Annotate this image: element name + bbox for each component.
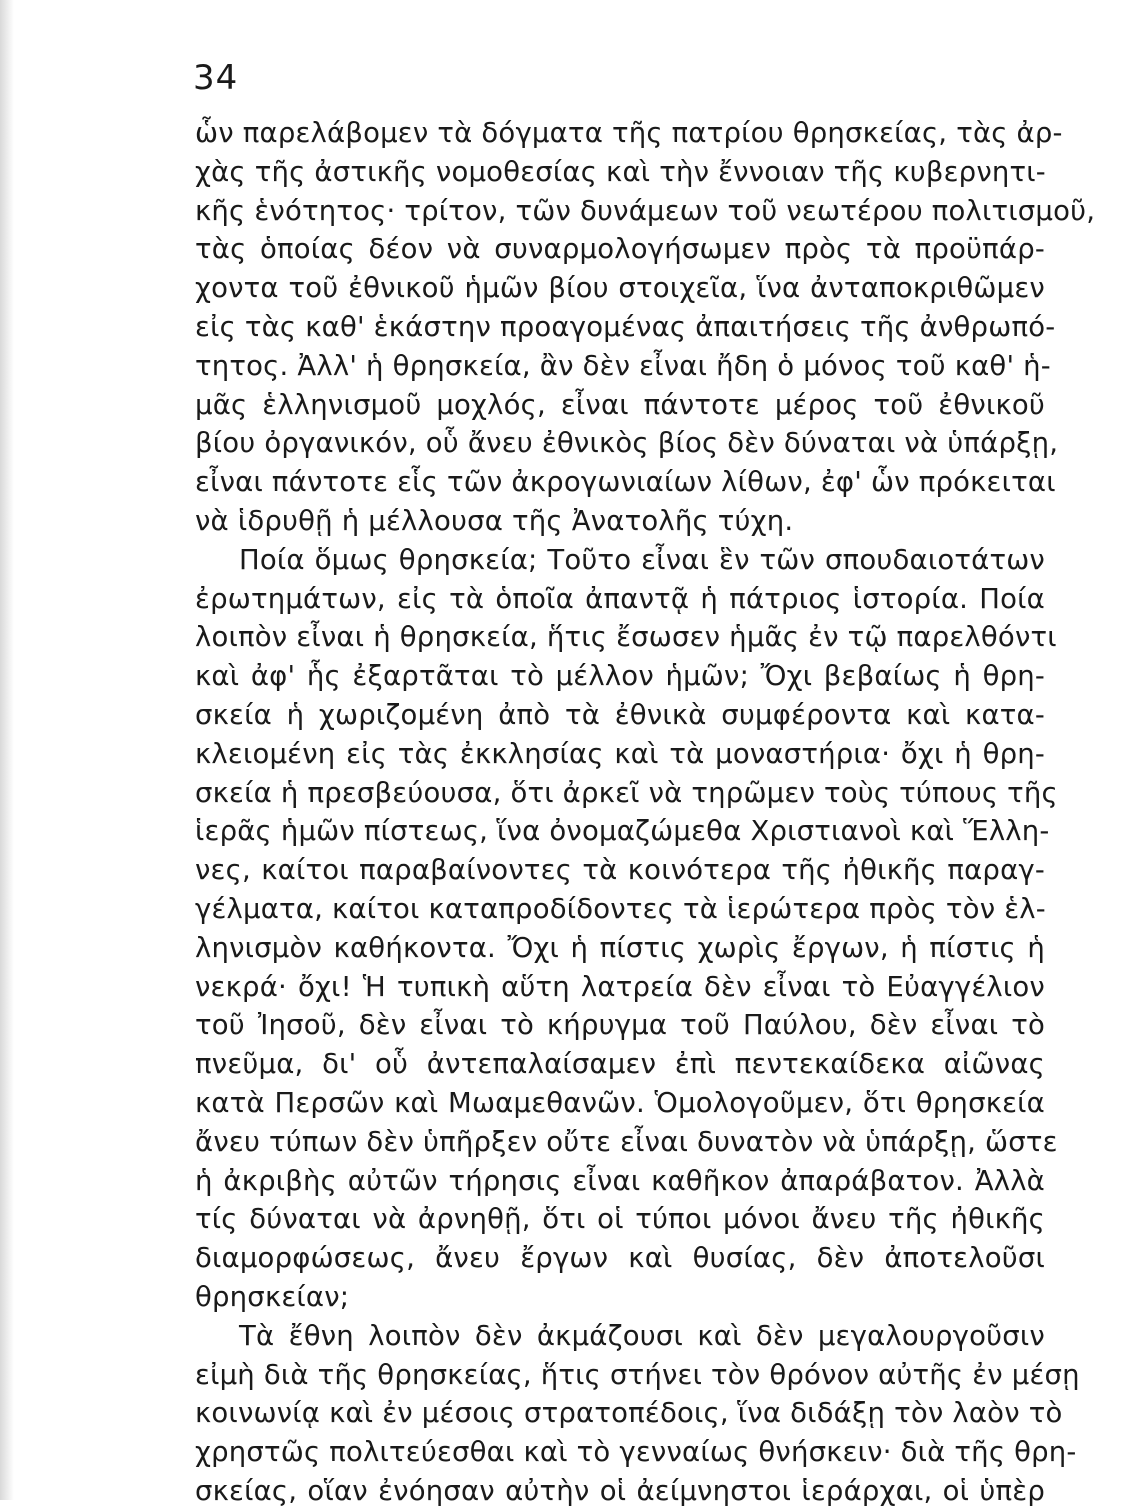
body-text <box>195 114 1096 1511</box>
text-line: τίς δύναται νὰ ἀρνηθῇ, ὅτι οἱ τύποι μόνοι ἄνευ τῆς ἠθικῆς <box>195 1203 1045 1236</box>
text-line: εἰς τὰς καθ' ἑκάστην προαγομένας ἀπαιτήσεις τῆς ἀνθρωπό- <box>195 310 1056 343</box>
text-line: διαμορφώσεως, ἄνευ ἔργων καὶ θυσίας, δὲν ἀποτελοῦσι <box>195 1242 1045 1275</box>
text-line: σκείας, οἵαν ἐνόησαν αὐτὴν οἱ ἀείμνηστοι ἱεράρχαι, οἱ ὑπὲρ <box>195 1474 1045 1507</box>
text-line: τητος. Ἀλλ' ἡ θρησκεία, ἂν δὲν εἶναι ἤδη ὁ μόνος τοῦ καθ' ἡ- <box>195 349 1051 382</box>
text-line: μᾶς ἑλληνισμοῦ μοχλός, εἶναι πάντοτε μέρος τοῦ ἐθνικοῦ <box>195 388 1045 421</box>
text-line: νες, καίτοι παραβαίνοντες τὰ κοινότερα τῆς ἠθικῆς παραγ- <box>195 854 1045 887</box>
text-line: χὰς τῆς ἀστικῆς νομοθεσίας καὶ τὴν ἔννοιαν τῆς κυβερνητι- <box>195 155 1046 188</box>
text-line: ἐρωτημάτων, εἰς τὰ ὁποῖα ἀπαντᾷ ἡ πάτριος ἱστορία. Ποία <box>195 582 1045 615</box>
text-line: κῆς ἑνότητος· τρίτον, τῶν δυνάμεων τοῦ νεωτέρου πολιτισμοῦ, <box>195 194 1096 227</box>
text-line: χρηστῶς πολιτεύεσθαι καὶ τὸ γενναίως θνήσκειν· διὰ τῆς θρη- <box>195 1436 1077 1469</box>
text-line: ἡ ἀκριβὴς αὐτῶν τήρησις εἶναι καθῆκον ἀπαράβατον. Ἀλλὰ <box>195 1164 1045 1197</box>
text-line: εἶναι πάντοτε εἷς τῶν ἀκρογωνιαίων λίθων, ἐφ' ὧν πρόκειται <box>195 466 1056 499</box>
text-line: ὧν παρελάβομεν τὰ δόγματα τῆς πατρίου θρησκείας, τὰς ἀρ- <box>195 117 1063 149</box>
text-line: χοντα τοῦ ἐθνικοῦ ἡμῶν βίου στοιχεῖα, ἵνα ἀνταποκριθῶμεν <box>195 272 1045 305</box>
text-line: κατὰ Περσῶν καὶ Μωαμεθανῶν. Ὁμολογοῦμεν, ὅτι θρησκεία <box>195 1086 1045 1119</box>
text-line: βίου ὀργανικόν, οὗ ἄνευ ἐθνικὸς βίος δὲν δύναται νὰ ὑπάρξῃ, <box>195 427 1059 460</box>
text-line: εἰμὴ διὰ τῆς θρησκείας, ἥτις στήνει τὸν θρόνον αὐτῆς ἐν μέσῃ <box>195 1358 1080 1391</box>
text-line: νεκρά· ὄχι! Ἡ τυπικὴ αὕτη λατρεία δὲν εἶναι τὸ Εὐαγγέλιον <box>195 970 1045 1003</box>
text-line: ληνισμὸν καθήκοντα. Ὄχι ἡ πίστις χωρὶς ἔργων, ἡ πίστις ἡ <box>195 931 1045 964</box>
text-line: ἄνευ τύπων δὲν ὑπῆρξεν οὔτε εἶναι δυνατὸν νὰ ὑπάρξῃ, ὥστε <box>195 1125 1058 1158</box>
text-line: κοινωνίᾳ καὶ ἐν μέσοις στρατοπέδοις, ἵνα διδάξῃ τὸν λαὸν τὸ <box>195 1397 1063 1430</box>
text-line: τοῦ Ἰησοῦ, δὲν εἶναι τὸ κήρυγμα τοῦ Παύλου, δὲν εἶναι τὸ <box>195 1009 1045 1042</box>
text-line: νὰ ἱδρυθῇ ἡ μέλλουσα τῆς Ἀνατολῆς τύχη. <box>195 504 794 537</box>
text-line: πνεῦμα, δι' οὗ ἀντεπαλαίσαμεν ἐπὶ πεντεκαίδεκα αἰῶνας <box>195 1048 1045 1081</box>
text-line: θρησκείαν; <box>195 1280 350 1313</box>
text-line: τὰς ὁποίας δέον νὰ συναρμολογήσωμεν πρὸς τὰ προϋπάρ- <box>195 233 1045 266</box>
text-line: ἱερᾶς ἡμῶν πίστεως, ἵνα ὀνομαζώμεθα Χριστιανοὶ καὶ Ἕλλη- <box>195 815 1050 848</box>
text-line: Τὰ ἔθνη λοιπὸν δὲν ἀκμάζουσι καὶ δὲν μεγαλουργοῦσιν <box>239 1319 1045 1352</box>
text-line: γέλματα, καίτοι καταπροδίδοντες τὰ ἱερώτερα πρὸς τὸν ἑλ- <box>195 892 1046 925</box>
text-line: σκεία ἡ χωριζομένη ἀπὸ τὰ ἐθνικὰ συμφέροντα καὶ κατα- <box>195 698 1045 731</box>
text-line: καὶ ἀφ' ἧς ἐξαρτᾶται τὸ μέλλον ἡμῶν; Ὄχι βεβαίως ἡ θρη- <box>195 660 1045 693</box>
text-line: κλειομένη εἰς τὰς ἐκκλησίας καὶ τὰ μοναστήρια· ὄχι ἡ θρη- <box>195 737 1045 770</box>
page-edge-shadow <box>0 0 14 1500</box>
page-number: 34 <box>193 58 239 98</box>
text-line: λοιπὸν εἶναι ἡ θρησκεία, ἥτις ἔσωσεν ἡμᾶς ἐν τῷ παρελθόντι <box>195 621 1057 654</box>
text-line: Ποία ὅμως θρησκεία; Τοῦτο εἶναι ἓν τῶν σπουδαιοτάτων <box>239 543 1045 576</box>
text-line: σκεία ἡ πρεσβεύουσα, ὅτι ἀρκεῖ νὰ τηρῶμεν τοὺς τύπους τῆς <box>195 776 1058 809</box>
